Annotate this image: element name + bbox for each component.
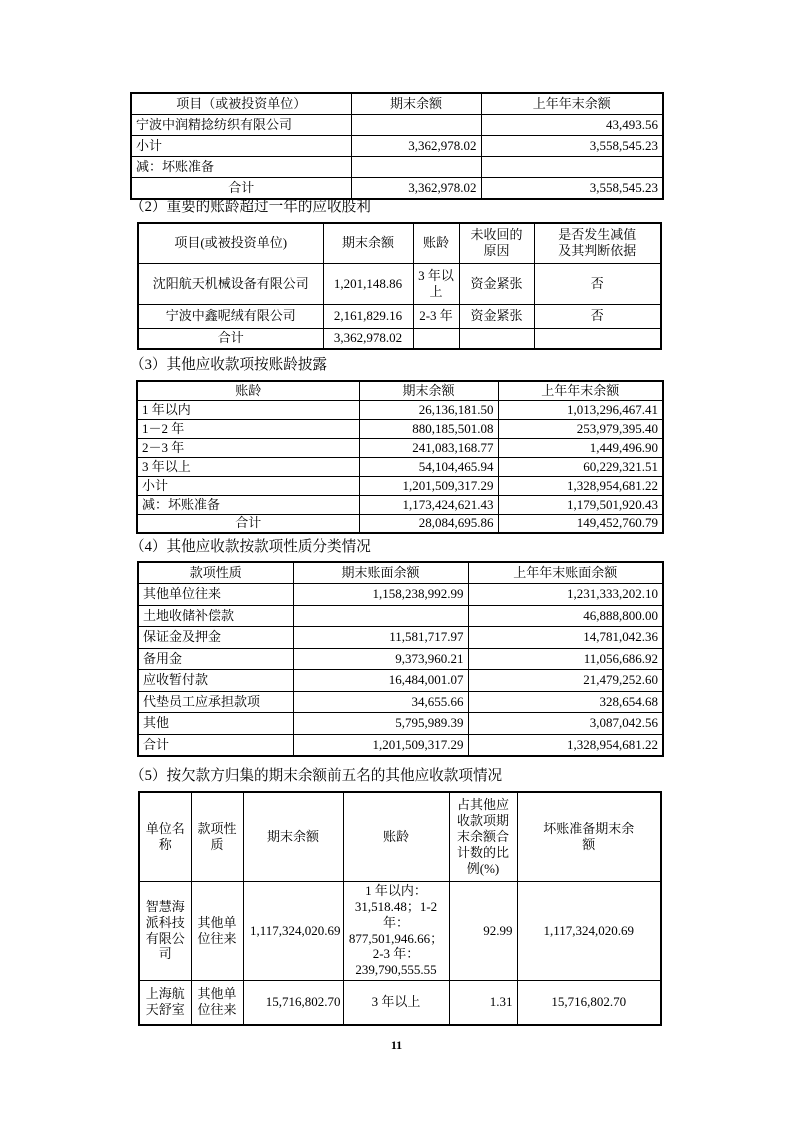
table-cell: 43,493.56: [481, 114, 663, 135]
table-cell: 沈阳航天机械设备有限公司: [138, 263, 323, 304]
column-header: 账龄: [137, 381, 359, 400]
top-five-debtors-table: [138, 791, 662, 1026]
table-row: [138, 648, 663, 670]
table-cell: 合计: [137, 514, 359, 533]
table-cell: 14,781,042.36: [468, 627, 663, 649]
table-cell: [351, 114, 481, 135]
table-cell: 26,136,181.50: [359, 400, 498, 419]
column-header: [534, 223, 661, 263]
table-cell: 11,056,686.92: [468, 648, 663, 670]
table-cell: 1,449,496.90: [498, 438, 663, 457]
table-row: [139, 980, 661, 1025]
table-cell: 2-3 年: [413, 304, 459, 328]
table-cell: 土地收储补偿款: [138, 605, 293, 627]
table-header-row: [138, 223, 661, 263]
table-cell: 1,328,954,681.22: [468, 734, 663, 756]
table-cell: 其他单位往来: [138, 584, 293, 606]
table-cell: 328,654.68: [468, 691, 663, 713]
table-header-row: [131, 93, 663, 114]
table-cell: 241,083,168.77: [359, 438, 498, 457]
column-header: 期末余额: [359, 381, 498, 400]
table-cell: 1,117,324,020.69: [517, 881, 661, 980]
table-cell: 54,104,465.94: [359, 457, 498, 476]
table-cell: 21,479,252.60: [468, 670, 663, 692]
table-cell: [413, 328, 459, 349]
table-row: [138, 627, 663, 649]
table-cell: 1,117,324,020.69: [243, 881, 343, 980]
column-header: 账龄: [413, 223, 459, 263]
table-row: [131, 156, 663, 177]
table-cell: [481, 156, 663, 177]
table-row: [138, 328, 661, 349]
table-cell: 2－3 年: [137, 438, 359, 457]
table-cell: 其他单位往来: [191, 881, 243, 980]
column-header-text: 未收回的原因: [470, 227, 523, 259]
column-header: [459, 223, 534, 263]
table-cell: 1.31: [449, 980, 517, 1025]
column-header-text: 坏账准备期末余额: [543, 820, 635, 852]
table-cell: 应收暂付款: [138, 670, 293, 692]
table-cell: 减：坏账准备: [137, 495, 359, 514]
dividend-subtotal-table: [130, 92, 664, 200]
table-cell: 否: [534, 263, 661, 304]
table-row: [137, 400, 663, 419]
table-cell: 1－2 年: [137, 419, 359, 438]
table-row: [137, 476, 663, 495]
table-row: [138, 691, 663, 713]
table-cell: 合计: [138, 734, 293, 756]
table-cell: 合计: [138, 328, 323, 349]
table-cell: 2,161,829.16: [323, 304, 413, 328]
table-cell: 1,179,501,920.43: [498, 495, 663, 514]
table-row: [137, 495, 663, 514]
table-cell: 92.99: [449, 881, 517, 980]
table-cell: 1,013,296,467.41: [498, 400, 663, 419]
table-cell: 合计: [131, 177, 351, 199]
column-header: 期末余额: [243, 792, 343, 881]
table-row: [137, 514, 663, 533]
table-cell: 代垫员工应承担款项: [138, 691, 293, 713]
table-cell: 小计: [131, 135, 351, 156]
table-cell: 小计: [137, 476, 359, 495]
table-cell: 880,185,501.08: [359, 419, 498, 438]
table-cell: 1 年以内: [137, 400, 359, 419]
table-cell: 其他: [138, 713, 293, 735]
table-row: [131, 177, 663, 199]
column-header: 占其他应收款项期末余额合计数的比例(%): [449, 792, 517, 881]
table-cell: 减：坏账准备: [131, 156, 351, 177]
table-cell: 1,328,954,681.22: [498, 476, 663, 495]
section-3-title: （3）其他应收款项按账龄披露: [130, 357, 328, 373]
table-cell: [293, 605, 468, 627]
column-header: 款项性质: [138, 562, 293, 584]
column-header: 上年年末余额: [498, 381, 663, 400]
table-cell: 46,888,800.00: [468, 605, 663, 627]
table-cell: 3,558,545.23: [481, 135, 663, 156]
table-row: [138, 304, 661, 328]
table-cell: 3 年以上: [137, 457, 359, 476]
table-cell: 3,362,978.02: [351, 177, 481, 199]
table-cell: [459, 328, 534, 349]
table-cell: 保证金及押金: [138, 627, 293, 649]
section-2-title: （2）重要的账龄超过一年的应收股利: [130, 199, 371, 215]
table-cell: 备用金: [138, 648, 293, 670]
table-cell: 1,201,509,317.29: [293, 734, 468, 756]
column-header: 期末账面余额: [293, 562, 468, 584]
column-header: 上年年末账面余额: [468, 562, 663, 584]
table-cell: 智慧海派科技有限公司: [139, 881, 191, 980]
table-row: [138, 670, 663, 692]
table-cell: 3,362,978.02: [351, 135, 481, 156]
table-row: [131, 114, 663, 135]
table-cell: 否: [534, 304, 661, 328]
column-header: 项目(或被投资单位): [138, 223, 323, 263]
table-cell: 1,201,509,317.29: [359, 476, 498, 495]
other-receivables-aging-table: [136, 380, 664, 534]
column-header: 单位名称: [139, 792, 191, 881]
table-cell: 28,084,695.86: [359, 514, 498, 533]
table-cell: 宁波中鑫呢绒有限公司: [138, 304, 323, 328]
other-receivables-nature-table: [137, 561, 664, 757]
column-header-text: 是否发生减值及其判断依据: [558, 227, 637, 259]
table-row: [138, 584, 663, 606]
table-cell: 16,484,001.07: [293, 670, 468, 692]
section-5-title: （5）按欠款方归集的期末余额前五名的其他应收款项情况: [130, 768, 503, 784]
table-row: [139, 881, 661, 980]
table-cell: 3,362,978.02: [323, 328, 413, 349]
table-cell: 1,201,148.86: [323, 263, 413, 304]
aged-dividend-table: [137, 222, 662, 350]
table-row: [131, 135, 663, 156]
column-header: 期末余额: [323, 223, 413, 263]
table-cell: 5,795,989.39: [293, 713, 468, 735]
column-header: 上年年末余额: [481, 93, 663, 114]
table-row: [138, 713, 663, 735]
table-cell: 253,979,395.40: [498, 419, 663, 438]
table-cell: 1,158,238,992.99: [293, 584, 468, 606]
table-row: [138, 734, 663, 756]
column-header: 账龄: [343, 792, 449, 881]
table-cell: 上海航天舒室: [139, 980, 191, 1025]
table-row: [138, 605, 663, 627]
table-cell: 宁波中润精捻纺织有限公司: [131, 114, 351, 135]
table-row: [137, 457, 663, 476]
page-number: 11: [390, 1038, 403, 1052]
table-cell: 9,373,960.21: [293, 648, 468, 670]
table-header-row: [139, 792, 661, 881]
table-cell: [351, 156, 481, 177]
column-header: 项目（或被投资单位）: [131, 93, 351, 114]
table-cell: 资金紧张: [459, 304, 534, 328]
table-cell: 3,087,042.56: [468, 713, 663, 735]
table-cell: 15,716,802.70: [517, 980, 661, 1025]
column-header: 期末余额: [351, 93, 481, 114]
table-cell: 11,581,717.97: [293, 627, 468, 649]
table-cell: 1,173,424,621.43: [359, 495, 498, 514]
table-cell: 149,452,760.79: [498, 514, 663, 533]
table-cell: 3 年以上: [343, 980, 449, 1025]
table-cell: [534, 328, 661, 349]
table-row: [138, 263, 661, 304]
table-header-row: [138, 562, 663, 584]
table-cell: 资金紧张: [459, 263, 534, 304]
table-cell: 3 年以上: [413, 263, 459, 304]
table-cell: 1,231,333,202.10: [468, 584, 663, 606]
column-header: [517, 792, 661, 881]
table-row: [137, 419, 663, 438]
table-cell: 60,229,321.51: [498, 457, 663, 476]
table-cell: 3,558,545.23: [481, 177, 663, 199]
section-4-title: （4）其他应收款按款项性质分类情况: [130, 539, 371, 555]
table-cell: 15,716,802.70: [243, 980, 343, 1025]
table-row: [137, 438, 663, 457]
table-header-row: [137, 381, 663, 400]
column-header: 款项性质: [191, 792, 243, 881]
table-cell: 34,655.66: [293, 691, 468, 713]
table-cell: 1 年以内：31,518.48；1-2 年：877,501,946.66；2-3 年：239,790,555.55: [343, 881, 449, 980]
table-cell: 其他单位往来: [191, 980, 243, 1025]
